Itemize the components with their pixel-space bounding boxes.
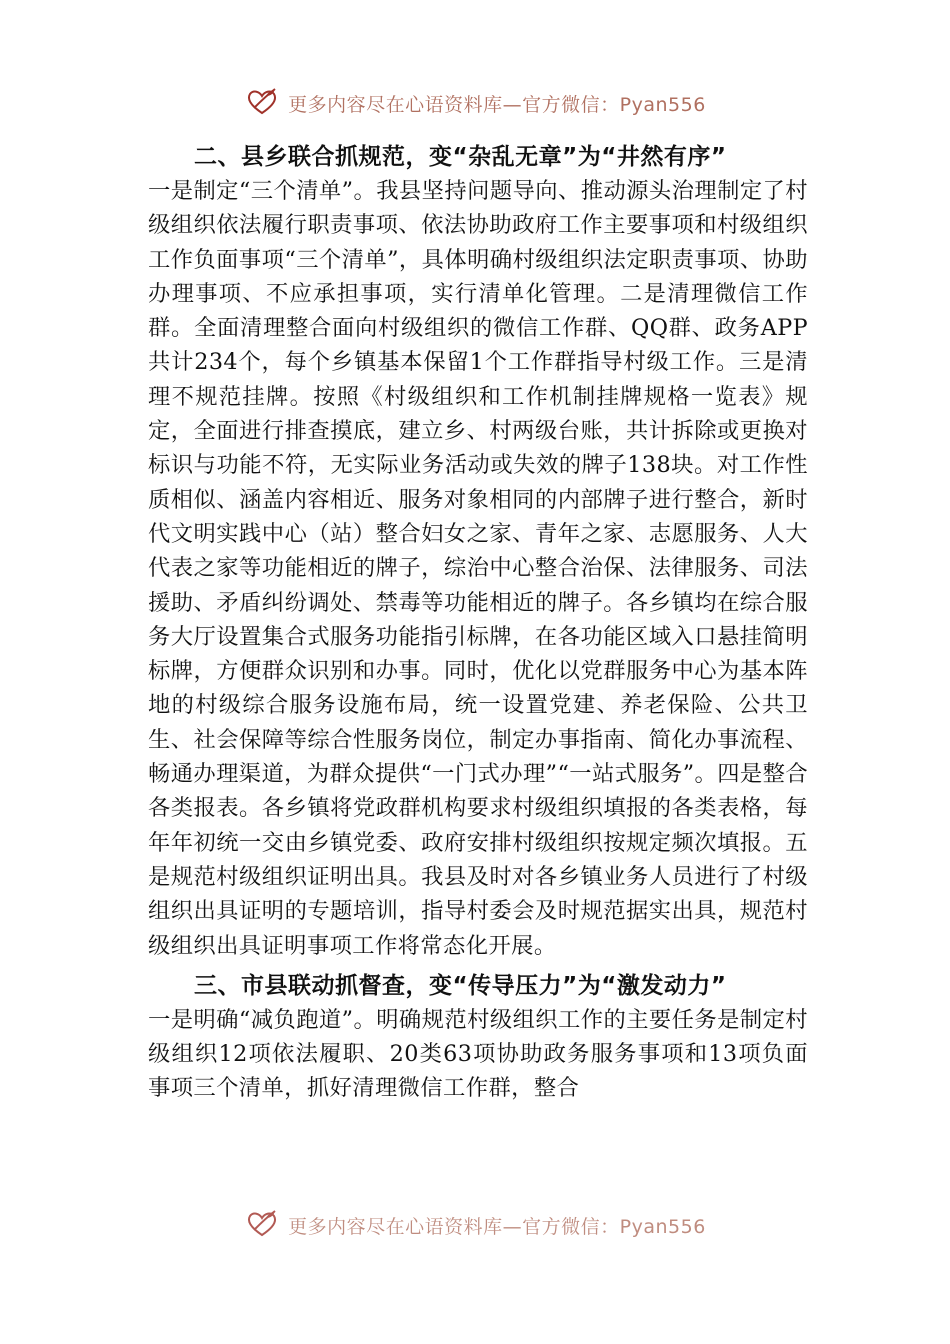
section-paragraph-3: 一是明确“减负跑道”。明确规范村级组织工作的主要任务是制定村级组织12项依法履职、20类63项协助政务服务事项和13项负面事项三个清单，抓好清理微信工作群，整合 xyxy=(148,1006,808,1102)
watermark-text: 更多内容尽在心语资料库—官方微信：Pyan556 xyxy=(288,1216,706,1238)
feather-heart-logo-icon xyxy=(244,1208,280,1243)
feather-heart-logo-icon xyxy=(244,86,280,121)
watermark-text: 更多内容尽在心语资料库—官方微信：Pyan556 xyxy=(288,94,706,116)
section-heading-2: 二、县乡联合抓规范，变“杂乱无章”为“井然有序” xyxy=(194,144,727,170)
watermark-footer xyxy=(0,1208,950,1243)
section-heading-3: 三、市县联动抓督查，变“传导压力”为“激发动力” xyxy=(194,972,727,999)
section-paragraph-2: 一是制定“三个清单”。我县坚持问题导向、推动源头治理制定了村级组织依法履行职责事项、依法协助政府工作主要事项和村级组织工作负面事项“三个清单”，具体明确村级组织法定职责事项、协助办理事项、不应承担事项，实行清单化管理。二是清理微信工作群。全面清理整合面向村级组织的微信工作群、QQ群、政务APP共计234个，每个乡镇基本保留1个工作群指导村级工作。三是清理不规范挂牌。按照《村级组织和工作机制挂牌规格一览表》规定，全面进行排查摸底，建立乡、村两级台账，共计拆除或更换对标识与功能不符，无实际业务活动或失效的牌子138块。对工作性质相似、涵盖内容相近、服务对象相同的内部牌子进行整合，新时代文明实践中心（站）整合妇女之家、青年之家、志愿服务、人大代表之家等功能相近的牌子，综治中心整合治保、法律服务、司法援助、矛盾纠纷调处、禁毒等功能相近的牌子。各乡镇均在综合服务大厅设置集合式服务功能指引标牌，在各功能区域入口悬挂简明标牌，方便群众识别和办事。同时，优化以党群服务中心为基本阵地的村级综合服务设施布局，统一设置党建、养老保险、公共卫生、社会保障等综合性服务岗位，制定办事指南、简化办事流程、畅通办理渠道，为群众提供“一门式办理”“一站式服务”。四是整合各类报表。各乡镇将党政群机构要求村级组织填报的各类表格，每年年初统一交由乡镇党委、政府安排村级组织按规定频次填报。五是规范村级组织证明出具。我县及时对各乡镇业务人员进行了村级组织出具证明的专题培训，指导村委会及时规范据实出具，规范村级组织出具证明事项工作将常态化开展。 xyxy=(148,178,809,959)
watermark-header xyxy=(0,86,950,121)
document-body xyxy=(148,140,808,1112)
